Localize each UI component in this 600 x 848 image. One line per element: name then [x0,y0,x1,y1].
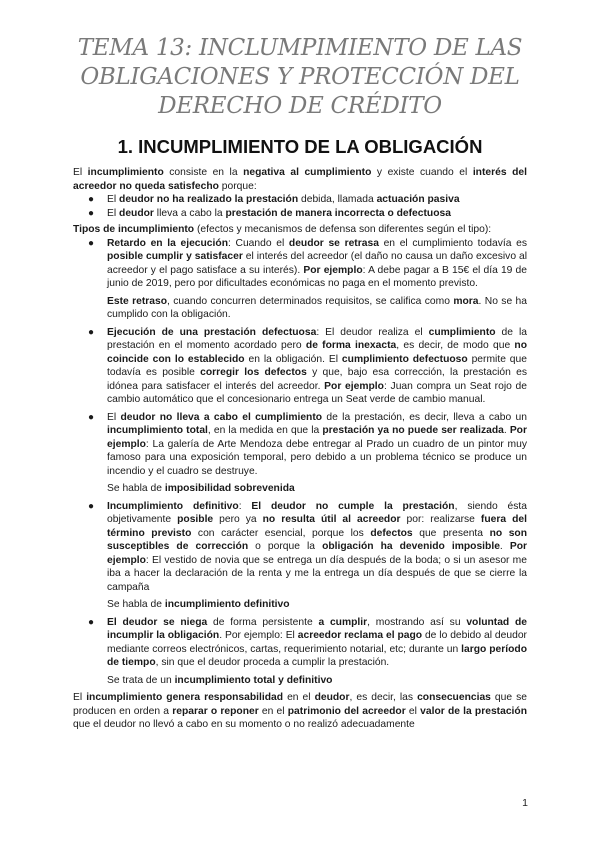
definitivo-note: Se habla de incumplimiento definitivo [107,599,290,610]
total-paragraph: El deudor no lleva a cabo el cumplimiento de la prestación, es decir, lleva a cabo un incumplimiento total, en la medida en que la prestación ya no puede ser realizada. Por ejemplo: La galería de Arte Mendoza debe entregar al Prado un cuadro de un pintor muy famoso para una exposición temporal, pero debido a un problema técnico se produce un incendio y el cuadro se destruye. [107,411,527,477]
list-item-retardo [73,237,527,322]
list-item: ● El deudor no ha realizado la prestación debida, llamada actuación pasiva [88,194,460,205]
list-item-definitivo [73,500,527,612]
bullet-icon: ● [88,326,95,338]
section-heading: 1. INCUMPLIMIENTO DE LA OBLIGACIÓN [117,136,483,157]
list-item-defectuosa [73,326,527,407]
types-bullet-list [73,237,527,688]
definitivo-paragraph: Incumplimiento definitivo: El deudor no cumple la prestación, siendo ésta objetivamente posible pero ya no resulta útil al acreedor por: realizarse fuera del término previsto con carácter esencial, porque los defectos que presenta no son susceptibles de corrección o porque la obligación ha devenido imposible. Por ejemplo: El vestido de novia que se entrega un día después de la boda; o si un asesor me iba a hacer la declaración de la renta y me la entrega un día después de que se cierre la campaña [107,500,527,593]
list-item-niega [73,616,527,688]
bullet-icon: ● [88,207,95,219]
intro-paragraph: El incumplimiento consiste en la negativa al cumplimiento y existe cuando el interés del acreedor no queda satisfecho porque: [73,167,527,192]
document-title: TEMA 13: INCLUMPIMIENTO DE LAS OBLIGACIONES Y PROTECCIÓN DEL DERECHO DE CRÉDITO [77,35,523,119]
retardo-paragraph: Retardo en la ejecución: Cuando el deudor se retrasa en el cumplimiento todavía es posible cumplir y satisfacer el interés del acreedor (el daño no causa un daño excesivo al acreedor y el pago satisface a su interés). Por ejemplo: A debe pagar a B 15€ el día 19 de junio de 2019, pero por dificultades económicas no paga en el momento previsto. [107,237,528,289]
page-number: 1 [522,797,528,809]
niega-paragraph: El deudor se niega de forma persistente a cumplir, mostrando así su voluntad de incumplir la obligación. Por ejemplo: El acreedor reclama el pago de lo debido al deudor mediante correos electrónicos, cartas, requerimiento notarial, etc; durante un largo período de tiempo, sin que el deudor proceda a cumplir la prestación. [107,616,527,668]
document-body [73,166,527,732]
total-note: Se habla de imposibilidad sobrevenida [107,483,295,494]
bullet-icon: ● [88,500,95,512]
intro-bullet-list [73,193,527,220]
retardo-note: Este retraso, cuando concurren determinados requisitos, se califica como mora. No se ha cumplido con la obligación. [107,295,527,320]
types-intro-paragraph: Tipos de incumplimiento (efectos y mecanismos de defensa son diferentes según el tipo): [73,224,492,235]
closing-paragraph: El incumplimiento genera responsabilidad en el deudor, es decir, las consecuencias que se producen en orden a reparar o reponer en el patrimonio del acreedor el valor de la prestación que el deudor no llevó a cabo en su momento o no realizó adecuadamente [73,692,527,730]
bullet-icon: ● [88,194,95,205]
list-item: ● El deudor lleva a cabo la prestación de manera incorrecta o defectuosa [88,207,451,219]
bullet-icon: ● [88,616,95,628]
bullet-icon: ● [88,237,95,249]
bullet-icon: ● [88,411,95,423]
defectuosa-paragraph: Ejecución de una prestación defectuosa: El deudor realiza el cumplimiento de la prestación en el momento acordado pero de forma inexacta, es decir, de modo que no coincide con lo establecido en la obligación. El cumplimiento defectuoso permite que todavía es posible corregir los defectos y que, bajo esa corrección, la prestación es idónea para satisfacer el interés del acreedor. Por ejemplo: Juan compra un Seat rojo de cambio automático que el concesionario entrega un Seat verde de cambio manual. [107,326,528,405]
list-item-total [73,411,527,496]
niega-note: Se trata de un incumplimiento total y definitivo [107,674,333,686]
